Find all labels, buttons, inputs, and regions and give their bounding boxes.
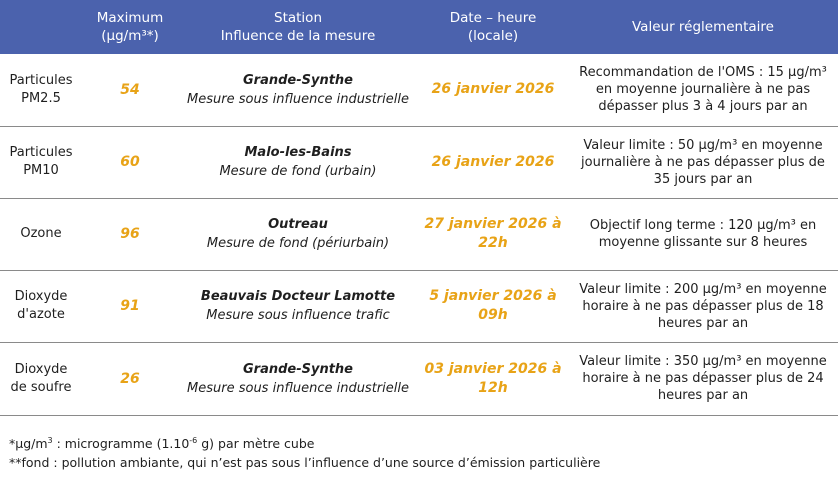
pollutant-detail: d'azote [17, 307, 65, 322]
pollutant-detail: PM2.5 [21, 90, 61, 106]
table-header [0, 0, 838, 54]
regulation-value: Valeur limite : 200 µg/m³ en moyenne horaire à ne pas dépasser plus de 18 heures par an [579, 281, 827, 331]
pollutant-detail: PM10 [23, 163, 59, 178]
header-pollutant [0, 0, 82, 54]
header-date-label: Date – heure [449, 10, 537, 26]
station-cell [178, 198, 418, 270]
unit-footnote-exp: -6 [189, 436, 198, 445]
station-cell [178, 126, 418, 198]
station-influence: Mesure de fond (périurbain) [206, 236, 390, 251]
header-regulation-label: Valeur réglementaire [632, 19, 774, 35]
header-regulation [568, 0, 838, 54]
station-influence: Mesure de fond (urbain) [219, 164, 377, 179]
pollutant-cell [0, 54, 82, 126]
table-row [0, 342, 838, 415]
station-cell [178, 342, 418, 415]
station-name: Grande-Synthe [242, 361, 353, 377]
regulation-value: Objectif long terme : 120 µg/m³ en moyenne glissante sur 8 heures [589, 218, 817, 250]
header-date-local: (locale) [467, 28, 519, 44]
table-row [0, 54, 838, 126]
date-value: 26 janvier 2026 [431, 81, 555, 98]
unit-footnote-suffix: g) par mètre cube [197, 436, 315, 451]
header-influence-label: Influence de la mesure [220, 28, 376, 44]
header-station [178, 0, 418, 54]
maximum-value: 60 [120, 154, 140, 170]
date-value: 26 janvier 2026 [431, 153, 555, 170]
table-row [0, 126, 838, 198]
pollutant-cell [0, 342, 82, 415]
unit-footnote-sup: 3 [47, 436, 53, 445]
table-body [0, 54, 838, 415]
maximum-value: 91 [120, 298, 140, 314]
regulation-value: Valeur limite : 350 µg/m³ en moyenne horaire à ne pas dépasser plus de 24 heures par an [579, 354, 827, 403]
station-influence: Mesure sous influence industrielle [187, 91, 409, 107]
pollutant-name: Particules [9, 145, 73, 160]
header-row [0, 0, 838, 54]
date-value: 5 janvier 2026 à 09h [429, 288, 557, 323]
pollutant-cell [0, 126, 82, 198]
date-value: 03 janvier 2026 à 12h [424, 360, 562, 396]
regulation-value: Valeur limite : 50 µg/m³ en moyenne journalière à ne pas dépasser plus de 35 jours par an [581, 137, 825, 187]
pollutant-name: Particules [9, 72, 73, 88]
pollutant-name: Ozone [20, 226, 62, 241]
regulation-value: Recommandation de l'OMS : 15 µg/m³ en moyenne journalière à ne pas dépasser plus 3 à 4 jours par an [579, 65, 827, 115]
station-name: Outreau [268, 217, 328, 232]
date-value: 27 janvier 2026 à 22h [424, 216, 562, 251]
pollutant-detail: de soufre [10, 379, 72, 395]
maximum-value: 96 [120, 226, 140, 242]
station-name: Malo-les-Bains [244, 145, 352, 160]
station-cell [178, 54, 418, 126]
header-station-label: Station [274, 10, 322, 26]
table-row [0, 270, 838, 342]
unit-footnote-prefix: *µg/m [9, 436, 48, 451]
unit-footnote [9, 434, 829, 453]
pollutant-name: Dioxyde [14, 361, 68, 377]
pollutant-cell [0, 198, 82, 270]
maximum-value: 26 [120, 370, 140, 387]
station-influence: Mesure sous influence trafic [206, 308, 390, 323]
header-maximum [82, 0, 178, 54]
table-row [0, 198, 838, 270]
station-name: Beauvais Docteur Lamotte [200, 289, 396, 304]
station-influence: Mesure sous influence industrielle [187, 380, 409, 396]
pollutant-name: Dioxyde [14, 289, 68, 304]
maximum-value: 54 [120, 81, 140, 98]
pollutant-cell [0, 270, 82, 342]
header-date [418, 0, 568, 54]
station-cell [178, 270, 418, 342]
station-name: Grande-Synthe [242, 72, 353, 88]
unit-footnote-mid: : microgramme (1.10 [52, 436, 190, 451]
footnotes [9, 434, 829, 472]
header-maximum-label: Maximum [96, 10, 164, 26]
fond-footnote: **fond : pollution ambiante, qui n’est pas sous l’influence d’une source d’émission particulière [9, 455, 601, 470]
header-maximum-unit: (µg/m³*) [101, 28, 159, 44]
